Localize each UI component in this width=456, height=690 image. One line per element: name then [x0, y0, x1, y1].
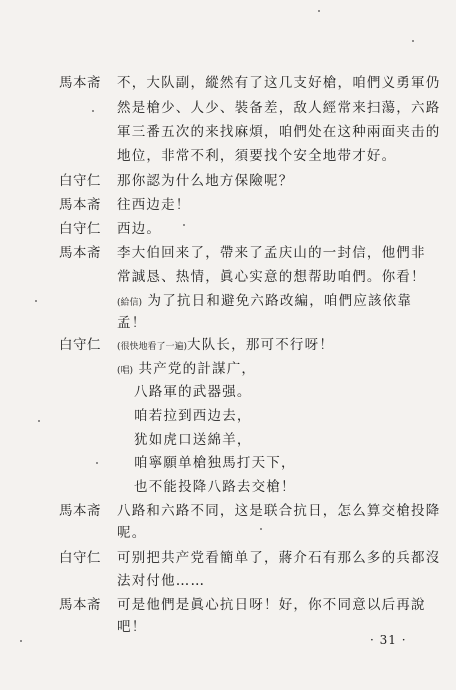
- dialogue-line-with-stage: [117, 334, 334, 358]
- dialogue-line: 法对付他……: [117, 573, 206, 589]
- speaker-name: 馬本斋: [59, 245, 101, 261]
- stage-note: (給信): [117, 298, 143, 308]
- dialogue-line: 呢。: [117, 525, 147, 541]
- dialogue-line: 然是槍少、人少、裝备差，敌人經常来扫蕩，六路: [117, 100, 441, 116]
- verse-line: 也不能投降八路去交槍！: [134, 479, 296, 495]
- scan-speck: [260, 528, 262, 530]
- scan-speck: [20, 640, 22, 642]
- scan-speck: [318, 10, 320, 12]
- verse-text: 共产党的計謀广，: [138, 361, 257, 377]
- dialogue-line: 不，大队副，縱然有了这几支好槍，咱們义勇軍仍: [117, 75, 441, 91]
- scan-speck: [35, 300, 37, 302]
- dialogue-line: 八路和六路不同，这是联合抗日，怎么算交槍投降: [117, 503, 441, 519]
- speaker-name: 馬本斋: [59, 503, 101, 519]
- scan-speck: [96, 462, 98, 464]
- dialogue-line: 孟！: [117, 315, 147, 331]
- speaker-name: 白守仁: [59, 550, 101, 566]
- dialogue-line: 往西边走！: [117, 197, 191, 213]
- dialogue-line: 吧！: [117, 619, 147, 635]
- scan-speck: [183, 224, 185, 226]
- scan-speck: [92, 110, 94, 112]
- dialogue-text: 大队长，那可不行呀！: [187, 337, 335, 353]
- dialogue-line: 地位，非常不利，須要找个安全地带才好。: [117, 148, 397, 164]
- stage-direction: (很快地看了一遍): [117, 342, 188, 352]
- verse-line: 咱寧願单槍独馬打天下，: [134, 455, 296, 471]
- speaker-name: 馬本斋: [59, 197, 101, 213]
- sing-marker: (唱): [117, 366, 134, 376]
- dialogue-line: 可别把共产党看簡单了，蔣介石有那么多的兵都沒: [117, 550, 441, 566]
- dialogue-line: 可是他們是眞心抗日呀！好，你不同意以后再說: [117, 597, 426, 613]
- speaker-name: 白守仁: [59, 337, 101, 353]
- scan-speck: [38, 420, 40, 422]
- dialogue-line: 西边。: [117, 221, 162, 237]
- verse-line: 咱若拉到西边去，: [134, 408, 252, 424]
- dialogue-line: 李大伯回来了，帶来了孟庆山的一封信，他們非: [117, 245, 426, 261]
- speaker-name: 白守仁: [59, 173, 101, 189]
- dialogue-line: 常誠恳、热情，眞心实意的想帮助咱們。你看！: [117, 269, 426, 285]
- song-line-first: [117, 358, 256, 382]
- dialogue-line: 軍三番五次的来找麻煩，咱們处在这种兩面夹击的: [117, 124, 441, 140]
- speaker-name: 馬本斋: [59, 597, 101, 613]
- speaker-name: 馬本斋: [59, 75, 101, 91]
- verse-line: 八路軍的武器强。: [134, 384, 252, 400]
- verse-line: 犹如虎口送綿羊，: [134, 432, 252, 448]
- scan-speck: [412, 40, 414, 42]
- speaker-name: 白守仁: [59, 221, 101, 237]
- page-number: · 31 ·: [370, 633, 407, 647]
- dialogue-line: 那你認为什么地方保險呢？: [117, 173, 294, 189]
- dialogue-text: 为了抗日和避免六路改編，咱們应該依靠: [147, 293, 413, 309]
- dialogue-line-with-note: [117, 290, 412, 314]
